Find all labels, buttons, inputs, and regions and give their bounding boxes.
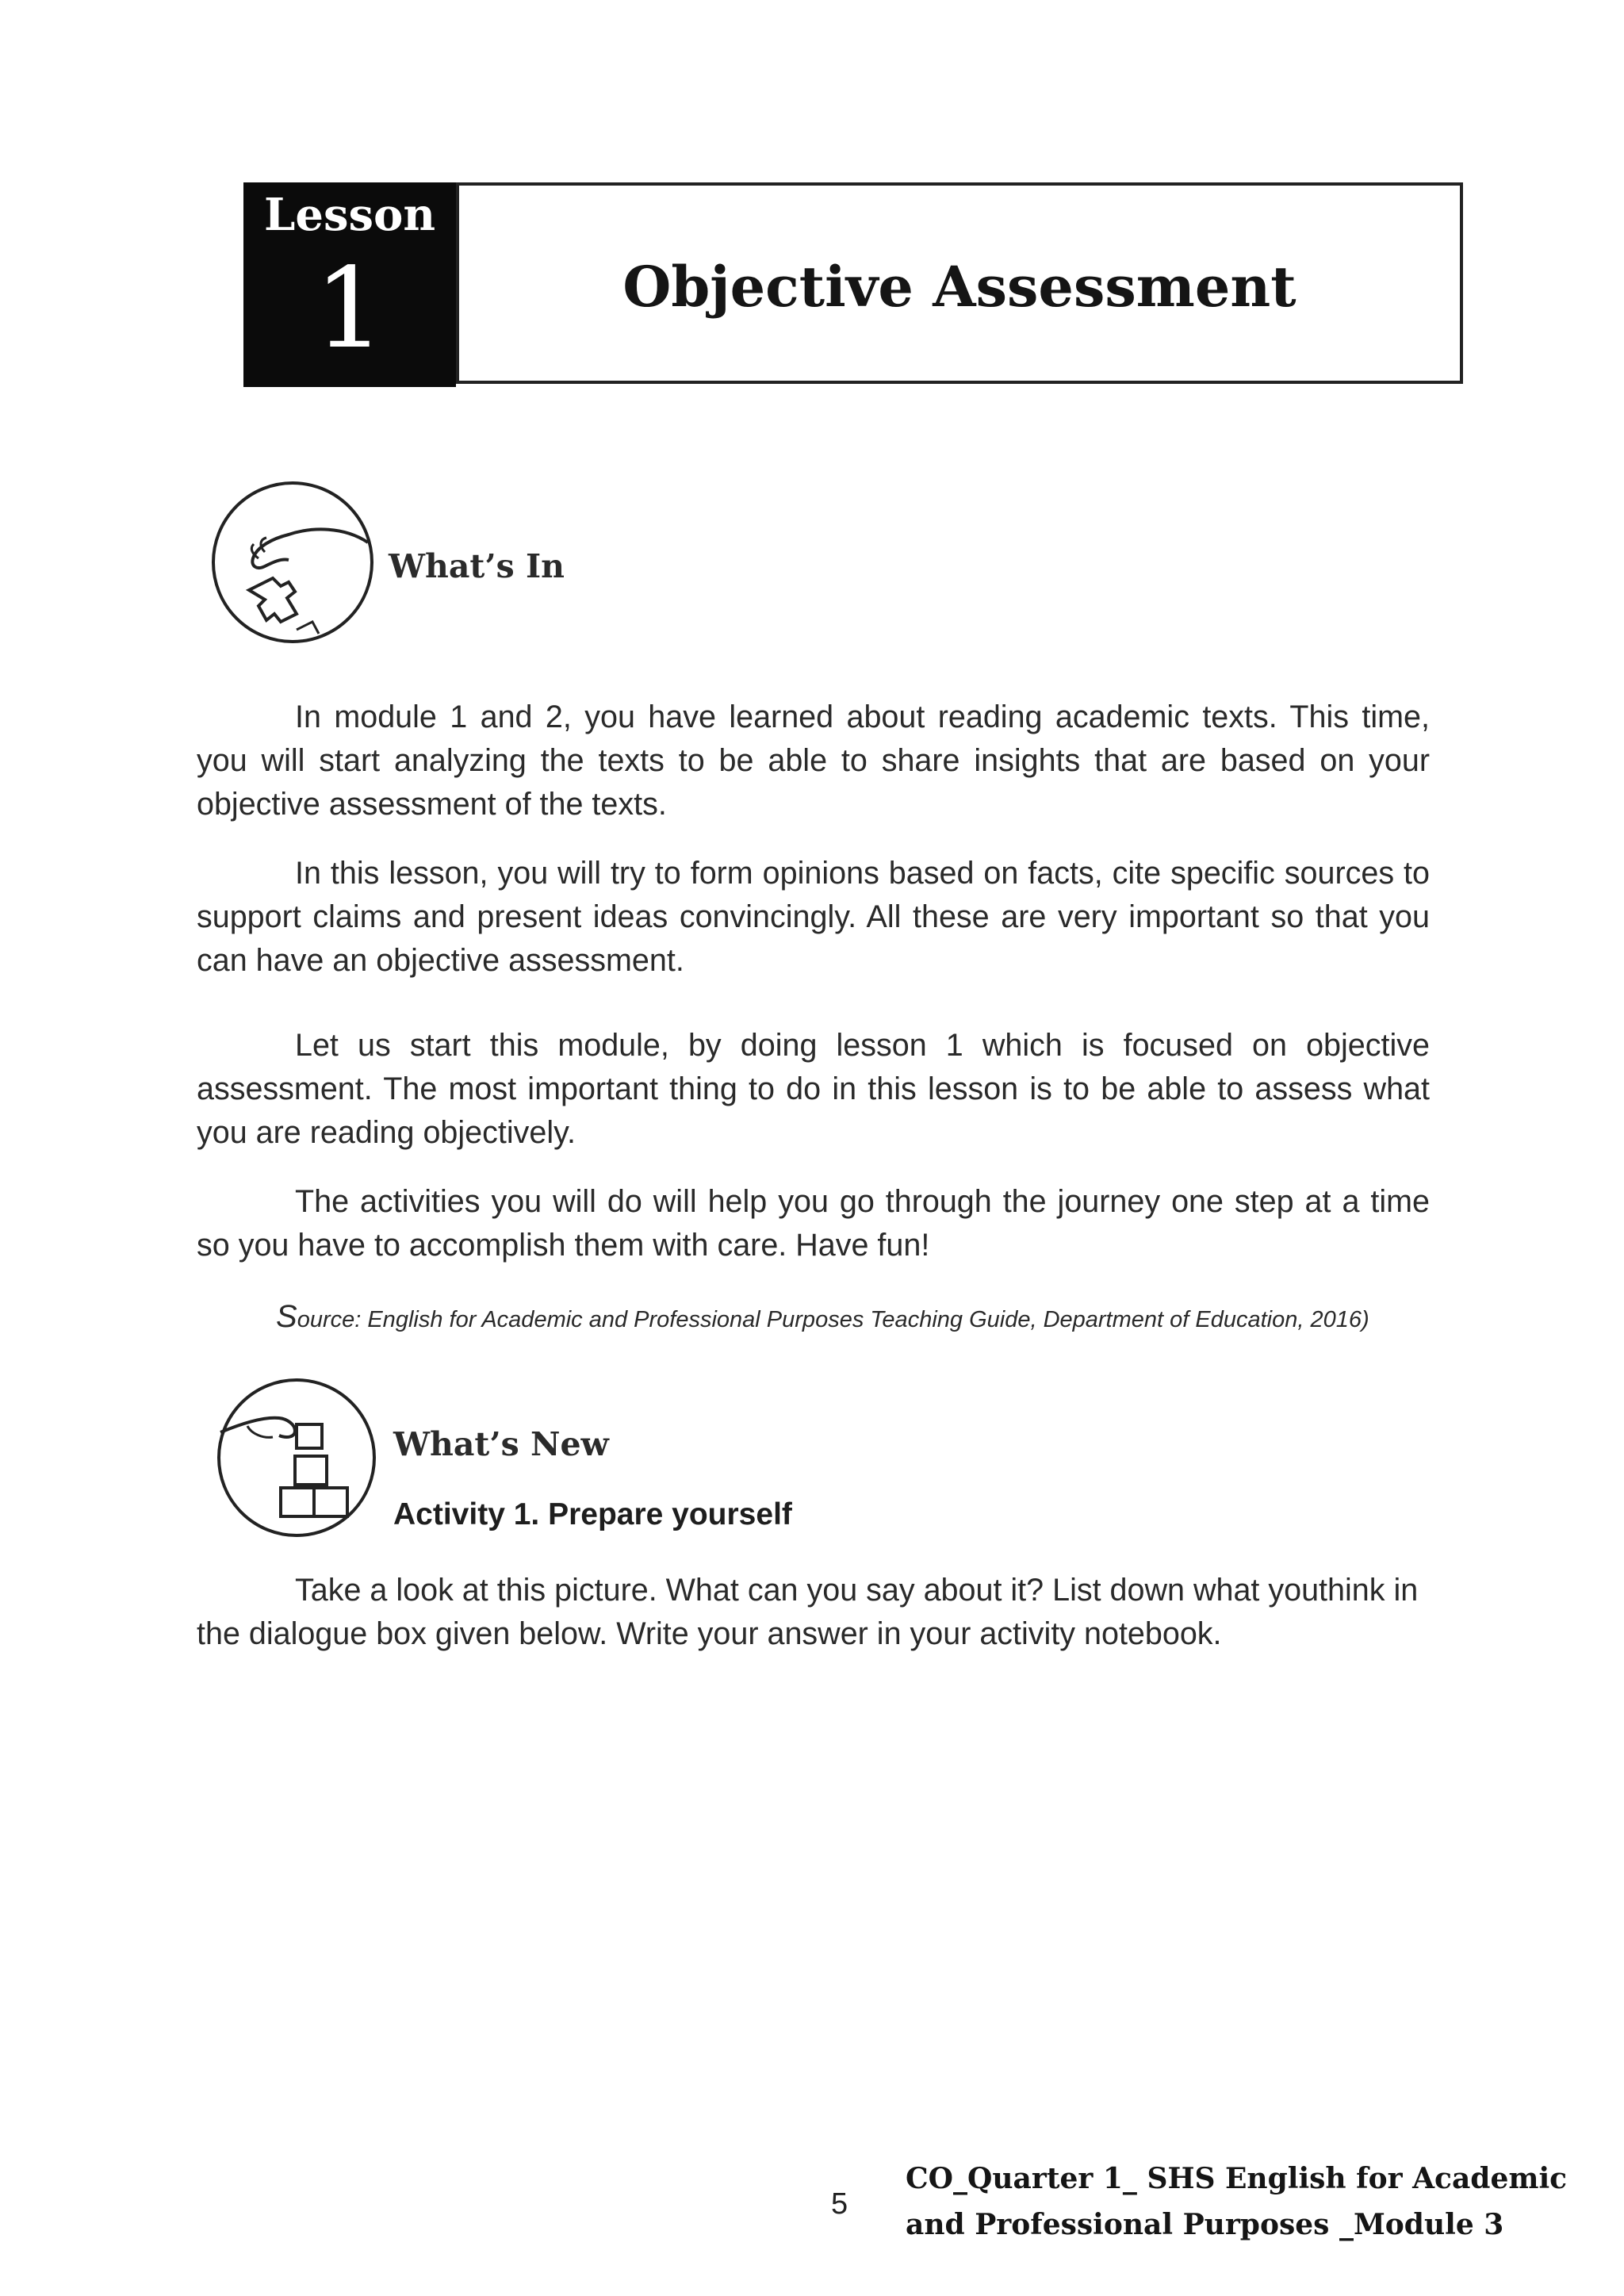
whats-new-paragraph: Take a look at this picture. What can you say about it? List down what youthink in the dialogue box given below. Write your answer in your activity notebook.	[197, 1573, 1419, 1651]
source-text: ource: English for Academic and Professional Purposes Teaching Guide, Department of Education, 2016)	[297, 1307, 1369, 1332]
whats-in-paragraph-4: The activities you will do will help you go through the journey one step at a time so you have to accomplish them with care. Have fun!	[197, 1184, 1430, 1263]
whats-new-heading: What’s New	[393, 1425, 609, 1463]
source-citation	[276, 1299, 1369, 1335]
whats-in-body	[197, 696, 1430, 1267]
lesson-title: Objective Assessment	[622, 254, 1297, 320]
lesson-number-box	[243, 182, 456, 387]
activity-title: Activity 1. Prepare yourself	[393, 1497, 792, 1531]
whats-in-paragraph-2: In this lesson, you will try to form opinions based on facts, cite specific sources to support claims and present ideas convincingly. All these are very important so that you can have an objective assessment.	[197, 856, 1430, 978]
source-initial: S	[276, 1299, 297, 1334]
footer-line-1: CO_Quarter 1_ SHS English for Academic	[906, 2162, 1568, 2195]
whats-in-paragraph-1: In module 1 and 2, you have learned about reading academic texts. This time, you will start analyzing the texts to be able to share insights that are based on your objective assessment of the texts.	[197, 700, 1430, 822]
footer-module-label	[906, 2156, 1567, 2248]
lesson-label: Lesson	[263, 189, 436, 241]
footer-line-2: and Professional Purposes _Module 3	[906, 2208, 1504, 2241]
hand-blocks-icon	[216, 1377, 377, 1539]
lesson-title-box	[456, 182, 1463, 384]
whats-in-heading: What’s In	[389, 547, 565, 585]
whats-new-body	[197, 1569, 1430, 1656]
page-number: 5	[831, 2187, 848, 2221]
lesson-number: 1	[314, 244, 385, 374]
whats-in-paragraph-3: Let us start this module, by doing lesson 1 which is focused on objective assessment. The most important thing to do in this lesson is to be able to assess what you are reading objectively.	[197, 1028, 1430, 1150]
hand-puzzle-icon	[209, 479, 376, 646]
